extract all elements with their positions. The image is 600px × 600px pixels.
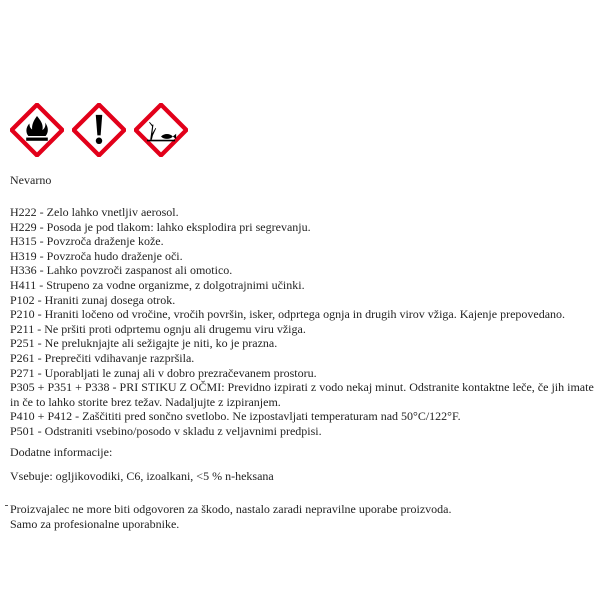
- environment-icon: [134, 103, 188, 157]
- disclaimer-line: Proizvajalec ne more biti odgovoren za škodo, nastalo zaradi nepravilne uporabe proizvoda.: [10, 501, 452, 516]
- statement-p211: P211 - Ne pršiti proti odprtemu ognju ali drugemu viru vžiga.: [10, 321, 306, 336]
- statement-p261: P261 - Preprečiti vdihavanje razpršila.: [10, 350, 195, 365]
- statement-p501: P501 - Odstraniti vsebino/posodo v skladu z veljavnimi predpisi.: [10, 423, 322, 438]
- hazard-statements: [10, 205, 595, 439]
- additional-info-title: Dodatne informacije:: [10, 444, 113, 459]
- statement-h411: H411 - Strupeno za vodne organizme, z dolgotrajnimi učinki.: [10, 277, 305, 292]
- statement-p271: P271 - Uporabljati le zunaj ali v dobro prezračevanem prostoru.: [10, 365, 317, 380]
- statement-p210: P210 - Hraniti ločeno od vročine, vročih površin, isker, odprtega ognja in drugih virov vžiga. Kajenje prepovedano.: [10, 307, 566, 322]
- stray-mark: [5, 505, 8, 506]
- statement-h229: H229 - Posoda je pod tlakom: lahko eksplodira pri segrevanju.: [10, 219, 311, 234]
- exclamation-icon: [72, 103, 126, 157]
- statement-p305: P305 + P351 + P338 - PRI STIKU Z OČMI: Previdno izpirati z vodo nekaj minut. Odstranite kontaktne leče, če jih imate in če to lahko storite brez težav. Nadaljujte z izpiranjem.: [10, 380, 594, 409]
- contains-line: Vsebuje: ogljikovodiki, C6, izoalkani, <5 % n-heksana: [10, 468, 274, 483]
- flammable-icon: [10, 103, 64, 157]
- statement-p251: P251 - Ne preluknjajte ali sežigajte je niti, ko je prazna.: [10, 336, 278, 351]
- statement-p102: P102 - Hraniti zunaj dosega otrok.: [10, 292, 176, 307]
- statement-h315: H315 - Povzroča draženje kože.: [10, 234, 164, 249]
- disclaimer: [10, 502, 595, 532]
- hazard-label: [10, 103, 595, 532]
- statement-h336: H336 - Lahko povzroči zaspanost ali omotico.: [10, 263, 233, 278]
- signal-word: Nevarno: [10, 173, 52, 187]
- ghs-pictograms: [10, 103, 595, 159]
- disclaimer-line: Samo za profesionalne uporabnike.: [10, 516, 180, 531]
- statement-h319: H319 - Povzroča hudo draženje oči.: [10, 248, 183, 263]
- statement-h222: H222 - Zelo lahko vnetljiv aerosol.: [10, 205, 179, 219]
- statement-p410: P410 + P412 - Zaščititi pred sončno svetlobo. Ne izpostavljati temperaturam nad 50°C/122°F.: [10, 409, 461, 424]
